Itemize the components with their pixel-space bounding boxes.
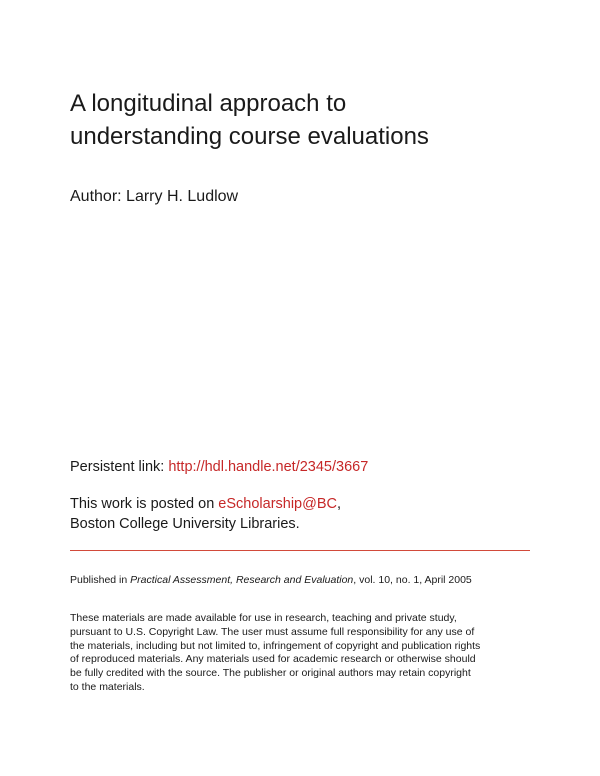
posted-suffix: , — [337, 496, 342, 512]
author-name: Larry H. Ludlow — [126, 188, 239, 205]
notice-line: of reproduced materials. Any materials used for academic research or otherwise should — [70, 653, 476, 666]
author-line — [70, 187, 238, 207]
published-suffix: , vol. 10, no. 1, April 2005 — [353, 574, 472, 586]
posted-notice — [70, 494, 341, 534]
posted-line-2: Boston College University Libraries. — [70, 516, 300, 532]
title-line-1: A longitudinal approach to — [70, 90, 347, 117]
notice-line: be fully credited with the source. The publisher or original authors may retain copyright — [70, 667, 471, 680]
author-label: Author: — [70, 188, 122, 205]
title-line-2: understanding course evaluations — [70, 123, 429, 150]
notice-line: pursuant to U.S. Copyright Law. The user must assume full responsibility for any use of — [70, 625, 475, 638]
posted-line-1 — [70, 494, 341, 514]
notice-line: the materials, including but not limited to, infringement of copyright and publication rights — [70, 639, 481, 652]
divider-rule — [70, 550, 530, 551]
escholarship-link[interactable]: eScholarship@BC — [218, 496, 337, 512]
persistent-link-line — [70, 457, 368, 477]
journal-name: Practical Assessment, Research and Evaluation — [130, 574, 354, 586]
posted-prefix: This work is posted on — [70, 496, 215, 512]
published-prefix: Published in — [70, 574, 128, 586]
document-title — [70, 87, 540, 153]
publication-info — [70, 573, 472, 587]
persistent-link-label: Persistent link: — [70, 459, 165, 475]
notice-line: These materials are made available for use in research, teaching and private study, — [70, 612, 457, 624]
persistent-link[interactable]: http://hdl.handle.net/2345/3667 — [168, 459, 369, 475]
copyright-notice — [70, 612, 540, 695]
notice-line: to the materials. — [70, 680, 145, 693]
